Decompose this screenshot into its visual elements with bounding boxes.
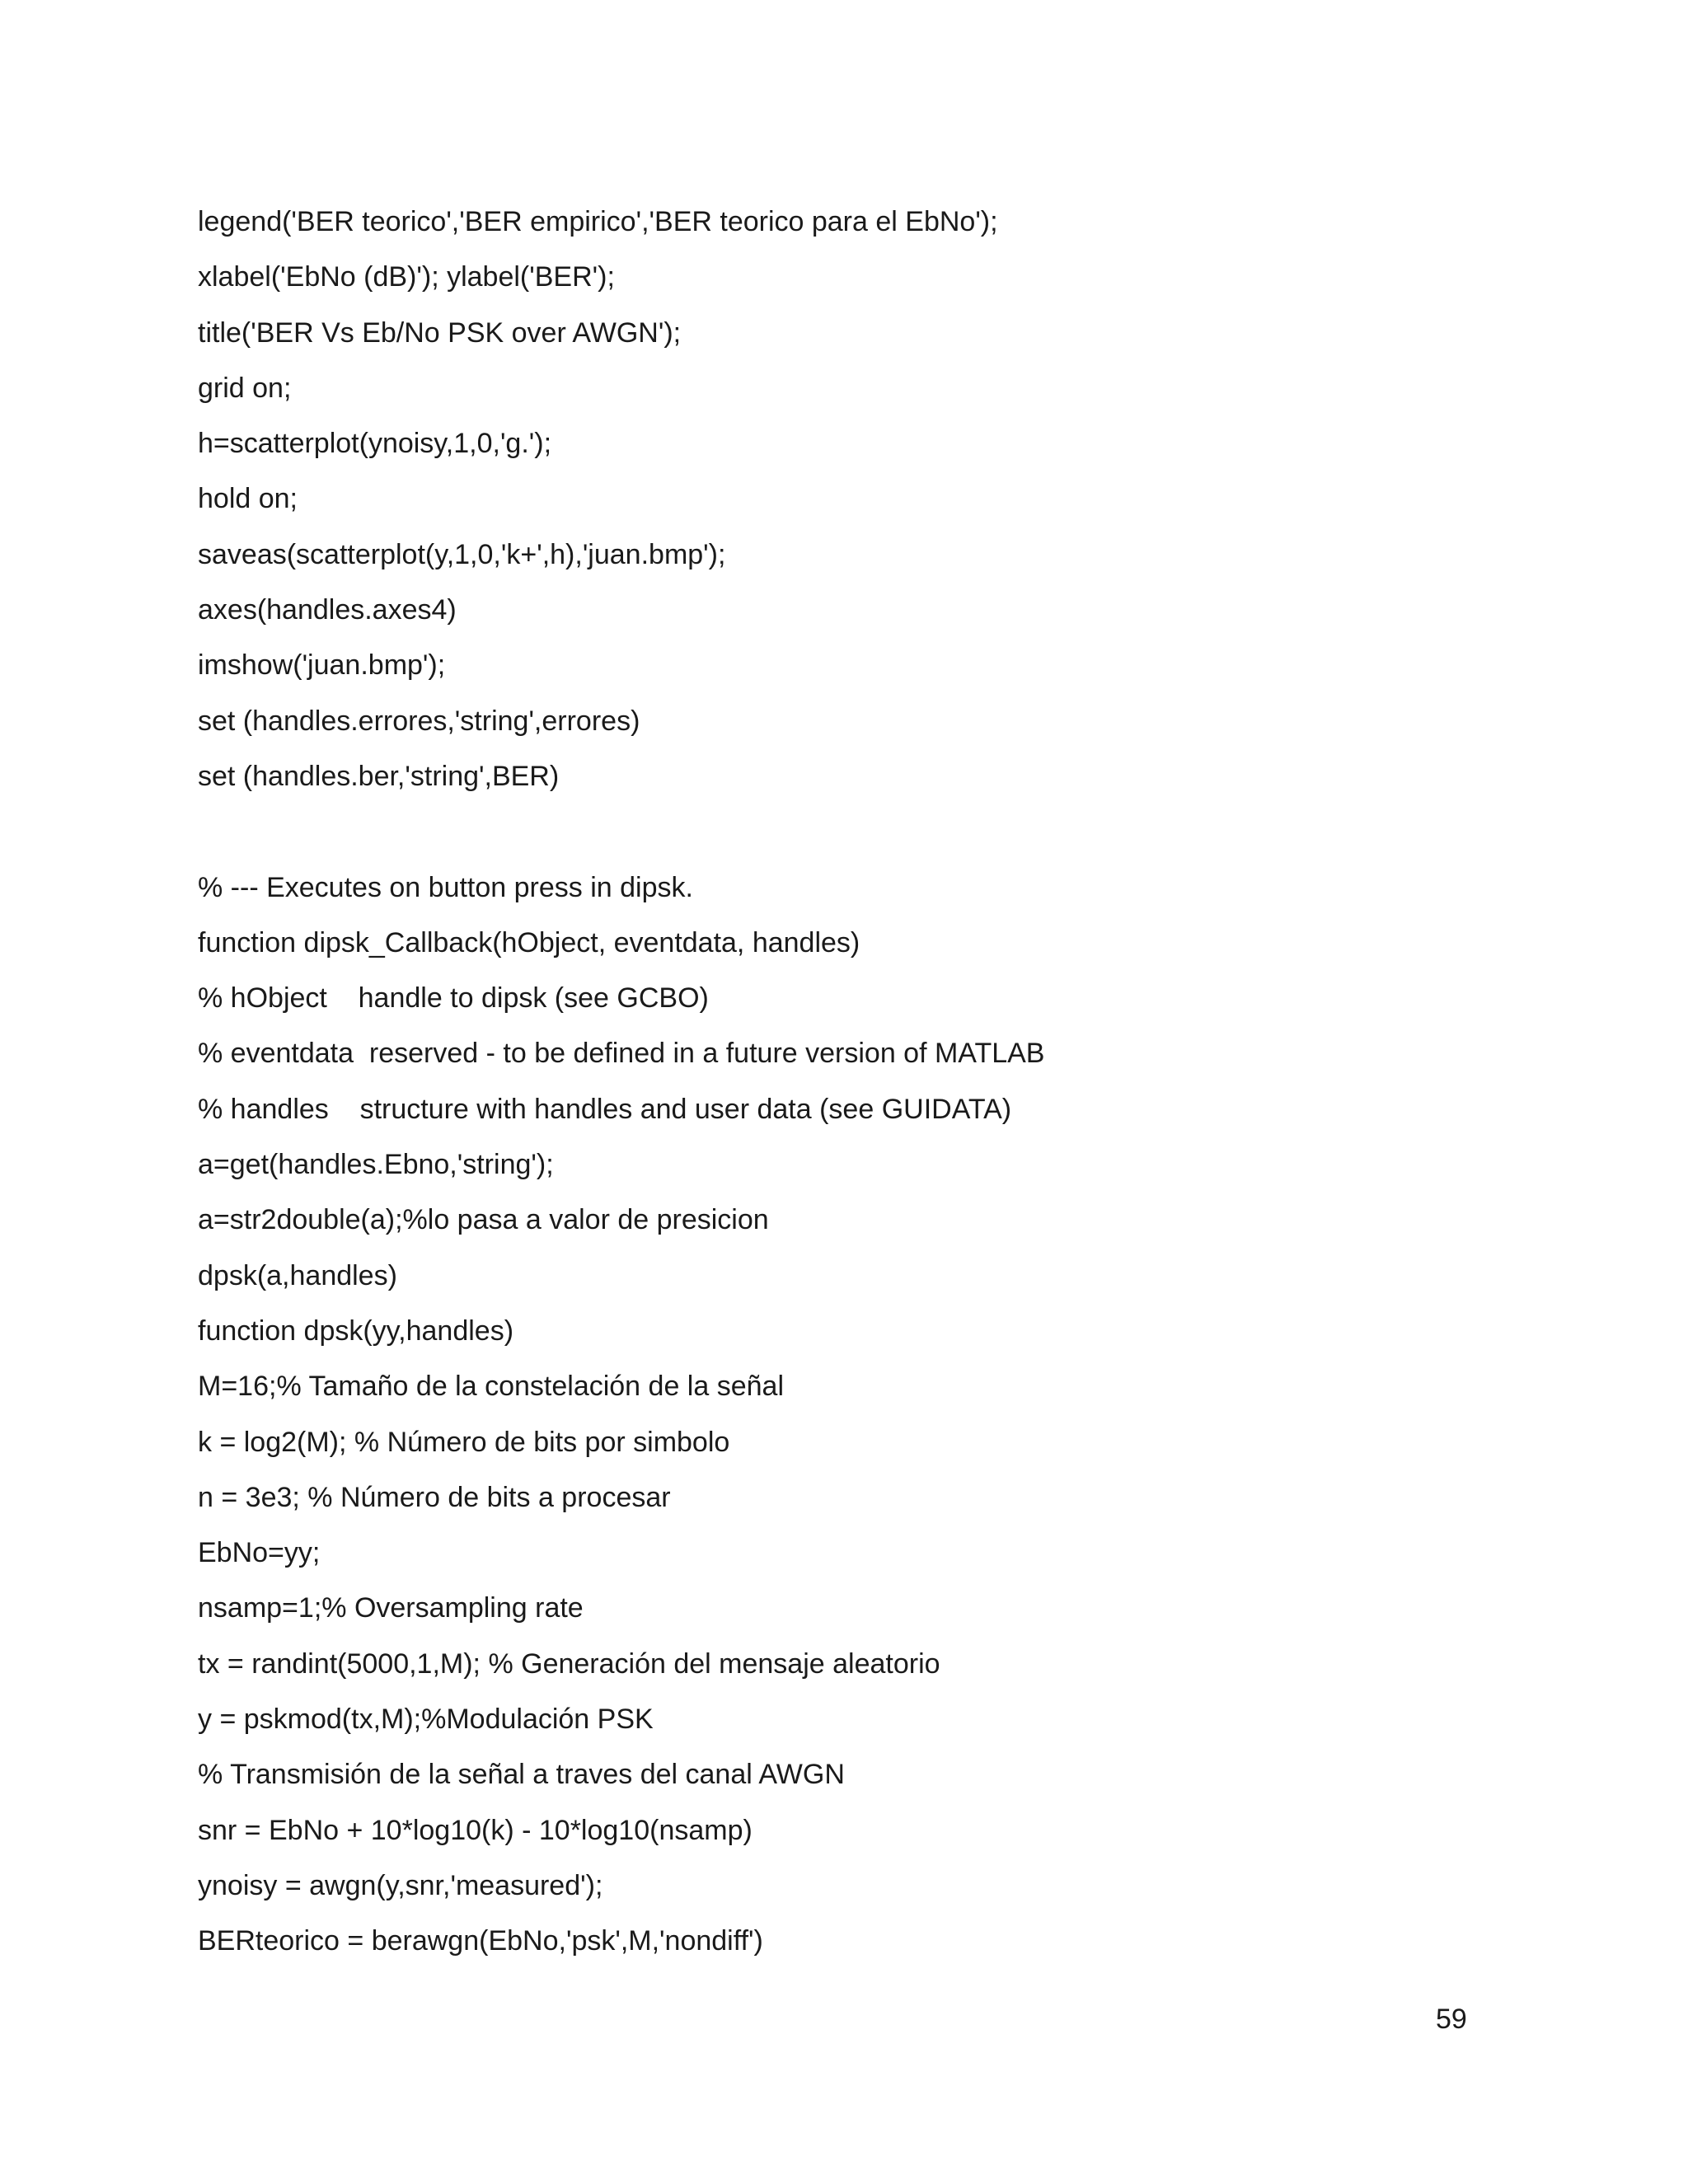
code-line: h=scatterplot(ynoisy,1,0,'g.'); xyxy=(198,428,552,460)
code-listing xyxy=(198,194,1517,1970)
code-comment: % Transmisión de la señal a traves del canal AWGN xyxy=(198,1759,845,1791)
code-line: grid on; xyxy=(198,372,292,404)
code-line: a=str2double(a);%lo pasa a valor de presicion xyxy=(198,1204,769,1236)
code-comment: % eventdata reserved - to be defined in a future version of MATLAB xyxy=(198,1038,1045,1070)
code-line: M=16;% Tamaño de la constelación de la señal xyxy=(198,1371,784,1403)
code-line: nsamp=1;% Oversampling rate xyxy=(198,1592,584,1624)
code-line: EbNo=yy; xyxy=(198,1537,321,1569)
code-line: legend('BER teorico','BER empirico','BER teorico para el EbNo'); xyxy=(198,206,998,237)
code-line: set (handles.errores,'string',errores) xyxy=(198,705,640,737)
code-line: hold on; xyxy=(198,483,298,515)
code-line: axes(handles.axes4) xyxy=(198,594,457,626)
page-number: 59 xyxy=(1436,2004,1467,2035)
code-line: snr = EbNo + 10*log10(k) - 10*log10(nsamp) xyxy=(198,1814,753,1846)
code-line: a=get(handles.Ebno,'string'); xyxy=(198,1149,554,1181)
code-line: tx = randint(5000,1,M); % Generación del mensaje aleatorio xyxy=(198,1647,940,1680)
code-line: BERteorico = berawgn(EbNo,'psk',M,'nondiff') xyxy=(198,1925,763,1957)
code-comment: % --- Executes on button press in dipsk. xyxy=(198,871,693,903)
code-line: function dpsk(yy,handles) xyxy=(198,1315,514,1347)
code-comment: % handles structure with handles and user data (see GUIDATA) xyxy=(198,1093,1012,1125)
code-line: n = 3e3; % Número de bits a procesar xyxy=(198,1481,671,1513)
code-line: imshow('juan.bmp'); xyxy=(198,649,446,682)
code-line: title('BER Vs Eb/No PSK over AWGN'); xyxy=(198,316,682,349)
blank-line xyxy=(198,804,1517,860)
code-line: function dipsk_Callback(hObject, eventdata, handles) xyxy=(198,926,860,958)
code-line: set (handles.ber,'string',BER) xyxy=(198,760,560,792)
code-line: xlabel('EbNo (dB)'); ylabel('BER'); xyxy=(198,261,615,293)
code-line: ynoisy = awgn(y,snr,'measured'); xyxy=(198,1869,603,1901)
code-comment: % hObject handle to dipsk (see GCBO) xyxy=(198,982,709,1015)
code-line: dpsk(a,handles) xyxy=(198,1259,397,1291)
code-line: saveas(scatterplot(y,1,0,'k+',h),'juan.bmp'); xyxy=(198,538,726,570)
code-line: k = log2(M); % Número de bits por simbolo xyxy=(198,1426,730,1458)
code-line: y = pskmod(tx,M);%Modulación PSK xyxy=(198,1704,654,1736)
